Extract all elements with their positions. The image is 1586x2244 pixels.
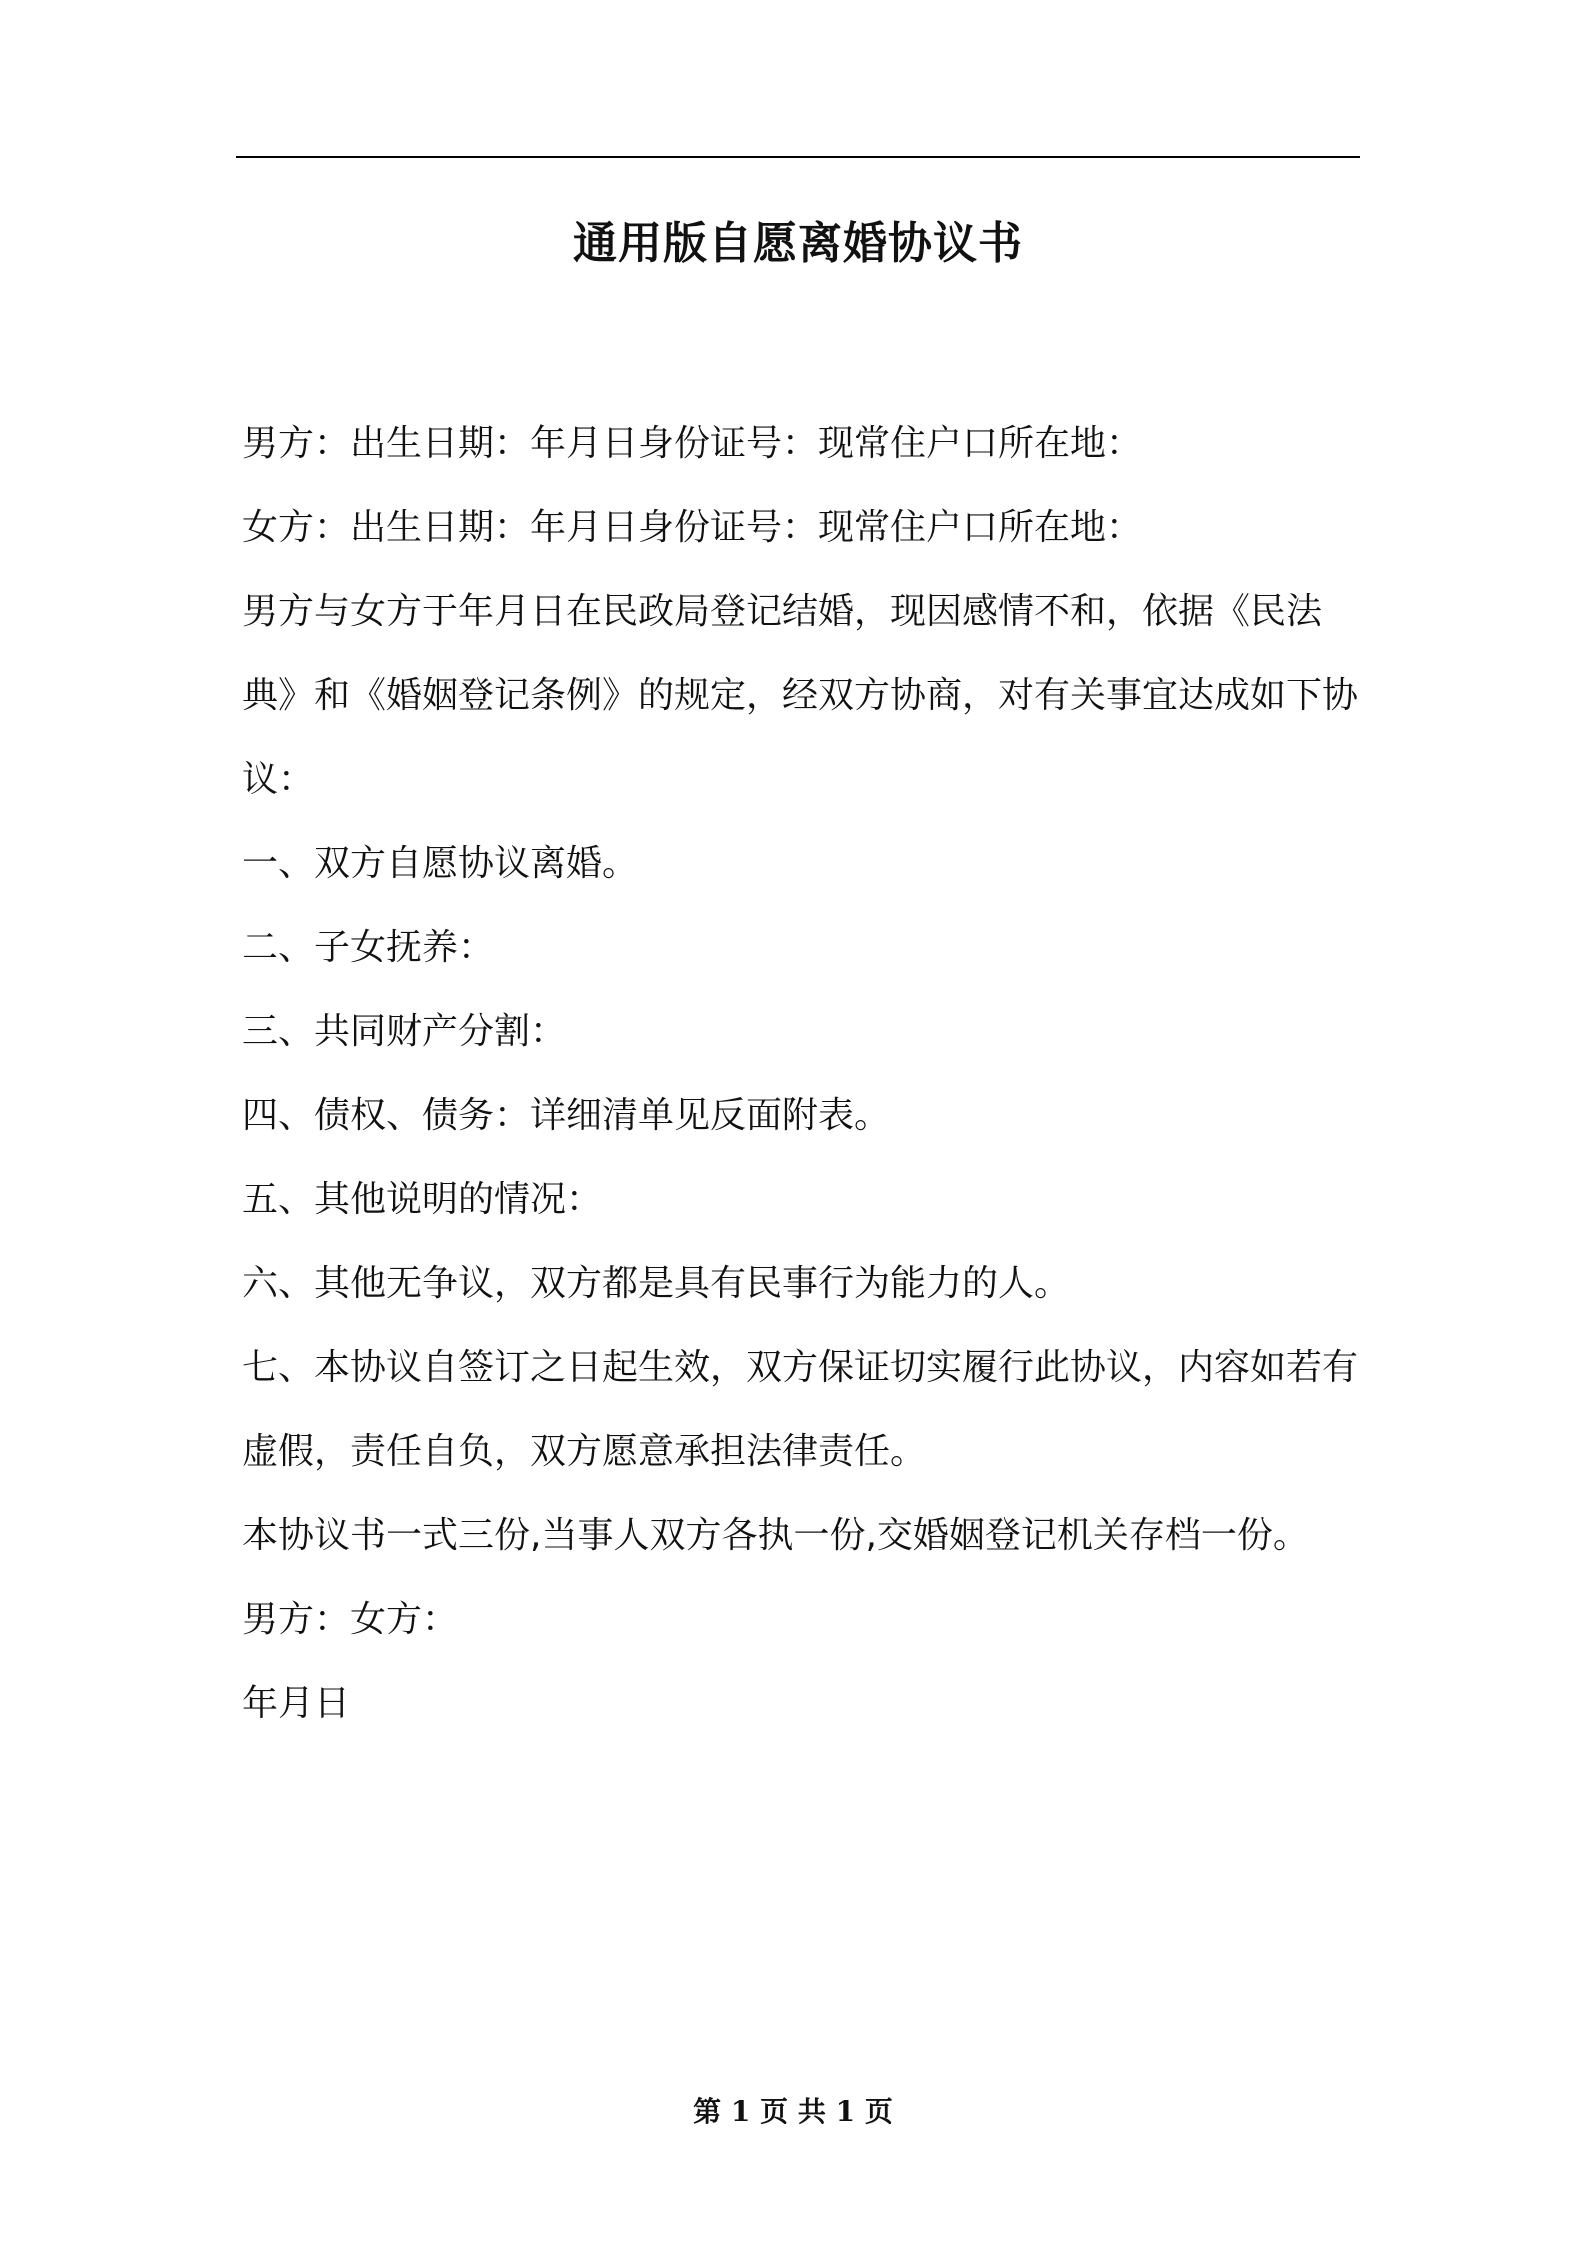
female-party-info: 女方：出生日期：年月日身份证号：现常住户口所在地： [242,507,1143,548]
clause-2: 二、子女抚养： [242,927,495,968]
document-title: 通用版自愿离婚协议书 [573,218,1023,269]
clause-6: 六、其他无争议，双方都是具有民事行为能力的人。 [242,1263,1071,1304]
clause-4: 四、债权、债务：详细清单见反面附表。 [242,1095,891,1136]
header-rule [236,156,1360,158]
signature-line: 男方：女方： [242,1599,459,1640]
clause-1: 一、双方自愿协议离婚。 [242,843,639,884]
preamble-paragraph: 男方与女方于年月日在民政局登记结婚，现因感情不和，依据《民法典》和《婚姻登记条例》的规定，经双方协商，对有关事宜达成如下协议： [242,591,1359,800]
document-body [242,402,1362,1746]
clause-3: 三、共同财产分割： [242,1011,567,1052]
male-party-info: 男方：出生日期：年月日身份证号：现常住户口所在地： [242,423,1143,464]
clause-7: 七、本协议自签订之日起生效，双方保证切实履行此协议，内容如若有虚假，责任自负，双方愿意承担法律责任。 [242,1347,1359,1472]
clause-5: 五、其他说明的情况： [242,1179,603,1220]
copies-statement: 本协议书一式三份,当事人双方各执一份,交婚姻登记机关存档一份。 [242,1515,1309,1556]
page-number-footer: 第 1 页 共 1 页 [693,2095,893,2128]
date-line: 年月日 [242,1683,351,1724]
